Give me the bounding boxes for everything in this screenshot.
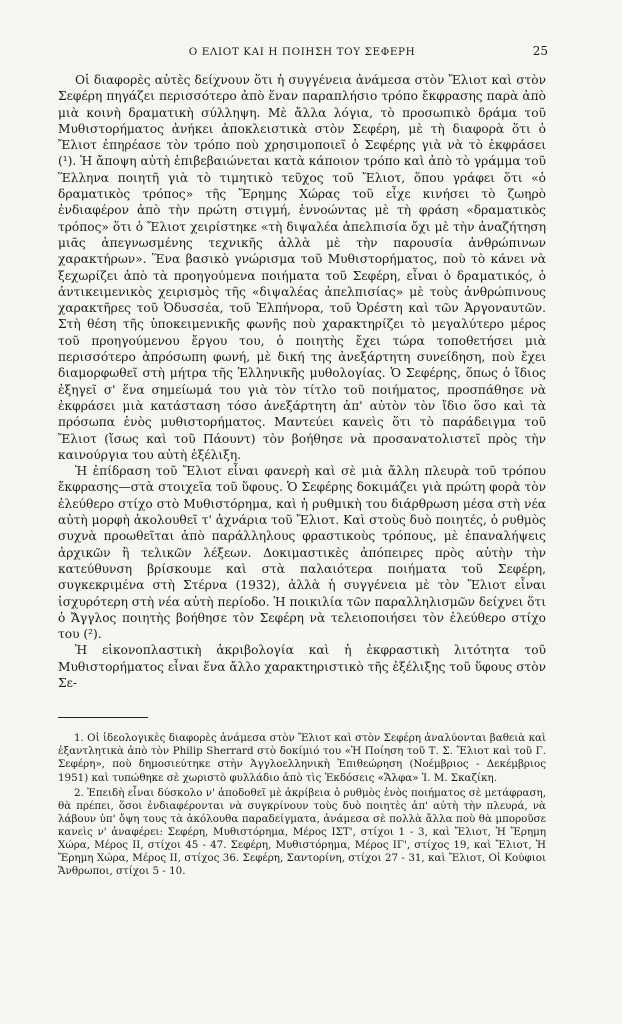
- page: [58, 40, 546, 880]
- body-text: [58, 72, 546, 691]
- running-head: Ο ΕΛΙΟΤ ΚΑΙ Η ΠΟΙΗΣΗ ΤΟΥ ΣΕΦΕΡΗ: [188, 46, 416, 58]
- footnote-divider: [58, 717, 148, 718]
- page-header: [58, 40, 546, 60]
- page-number: 25: [532, 44, 548, 58]
- paragraph: Ἡ εἰκονοπλαστικὴ ἀκριβολογία καὶ ἡ ἐκφραστικὴ λιτότητα τοῦ Μυθιστορήματος εἶναι ἕνα ἄλλο χαρακτηριστικὸ τῆς ἐξέλιξης τοῦ ὕφους στὸν Σε-: [58, 643, 546, 690]
- paragraph: Ἡ ἐπίδραση τοῦ Ἔλιοτ εἶναι φανερὴ καὶ σὲ μιὰ ἄλλη πλευρὰ τοῦ τρόπου ἔκφρασης—στὰ στοιχεῖα τοῦ ὕφους. Ὁ Σεφέρης δοκιμάζει γιὰ πρώτη φορὰ τὸν ἐλεύθερο στίχο στὸ Μυθιστόρημα, καὶ ἡ ρυθμικὴ του διάρθρωση μέσα στὴ νέα αὐτὴ μορφὴ ἀκολουθεῖ τ' ἀχνάρια τοῦ Ἔλιοτ. Καὶ στοὺς δυὸ ποιητές, ὁ ρυθμὸς συχνὰ προωθεῖται ἀπὸ παράλληλους φραστικοὺς τρόπους, μὲ ἐπαναλήψεις ἀρχικῶν ἢ τελικῶν λέξεων. Δοκιμαστικὲς ἀπόπειρες πρὸς αὐτὴν τὴν κατεύθυνση βρίσκουμε καὶ στὰ παλαιότερα ποιήματα τοῦ Σεφέρη, συγκεκριμένα στὴ Στέρνα (1932), ἀλλὰ ἡ συγγένεια μὲ τὸν Ἔλιοτ εἶναι ἰσχυρότερη στὴ νέα αὐτὴ περίοδο. Ἡ ποικιλία τῶν παραλληλισμῶν δείχνει ὅτι ὁ Ἄγγλος ποιητὴς βοήθησε τὸν Σεφέρη νὰ τελειοποιήσει τὸν ἐλεύθερο στίχο του (²).: [58, 464, 546, 642]
- footnotes: [58, 732, 546, 878]
- footnote: 1. Οἱ ἰδεολογικὲς διαφορὲς ἀνάμεσα στὸν Ἔλιοτ καὶ στὸν Σεφέρη ἀναλύονται βαθειὰ καὶ ἐξαντλητικὰ ἀπὸ τὸν Philip Sherrard στὸ δοκίμιό του «Ἡ Ποίηση τοῦ Τ. Σ. Ἔλιοτ καὶ τοῦ Γ. Σεφέρη», ποὺ δημοσιεύτηκε στὴν Ἀγγλοελληνικὴ Ἐπιθεώρηση (Νοέμβριος - Δεκέμβριος 1951) καὶ τυπώθηκε σὲ χωριστὸ φυλλάδιο ἀπὸ τὶς Ἐκδόσεις «Ἄλφα» Ἰ. Μ. Σκαζίκη.: [58, 732, 546, 784]
- footnote: 2. Ἐπειδὴ εἶναι δύσκολο ν' ἀποδοθεῖ μὲ ἀκρίβεια ὁ ρυθμὸς ἑνὸς ποιήματος σὲ μετάφραση, θὰ πρέπει, ὅσοι ἐνδιαφέρονται νὰ συγκρίνουν τοὺς δυὸ ποιητὲς ἀπ' αὐτὴ τὴν πλευρά, νὰ λάβουν ὑπ' ὄψη τους τὰ ἀκόλουθα παραδείγματα, ἀνάμεσα σὲ πολλὰ ἄλλα ποὺ θὰ μποροῦσε κανεὶς ν' ἀναφέρει: Σεφέρη, Μυθιστόρημα, Μέρος ΙΣΤ', στίχοι 1 - 3, καὶ Ἔλιοτ, Ἡ Ἔρημη Χώρα, Μέρος ΙΙ, στίχοι 45 - 47. Σεφέρη, Μυθιστόρημα, Μέρος ΙΓ', στίχος 19, καὶ Ἔλιοτ, Ἡ Ἔρημη Χώρα, Μέρος ΙΙ, στίχος 36. Σεφέρη, Σαντορίνη, στίχοι 27 - 31, καὶ Ἔλιοτ, Οἱ Κούφιοι Ἄνθρωποι, στίχοι 5 - 10.: [58, 786, 546, 878]
- paragraph: Οἱ διαφορὲς αὐτὲς δείχνουν ὅτι ἡ συγγένεια ἀνάμεσα στὸν Ἔλιοτ καὶ στὸν Σεφέρη πηγάζει περισσότερο ἀπὸ ἕναν παραπλήσιο τρόπο ἔκφρασης παρὰ ἀπὸ μιὰ κοινὴ δραματικὴ σύλληψη. Μὲ ἄλλα λόγια, τὸ προσωπικὸ δράμα τοῦ Μυθιστορήματος ἀνήκει ἀποκλειστικὰ στὸν Σεφέρη, μὲ τὴ διαφορὰ ὅτι ὁ Ἔλιοτ ἐπηρέασε τὸν τρόπο ποὺ χρησιμοποιεῖ ὁ Σεφέρης γιὰ νὰ τὸ ἐκφράσει (¹). Ἡ ἄποψη αὐτὴ ἐπιβεβαιώνεται κατὰ κάποιον τρόπο καὶ ἀπὸ τὸ γράμμα τοῦ Ἕλληνα ποιητῆ γιὰ τὸ τιμητικὸ τεῦχος τοῦ Ἔλιοτ, ὅπου γράφει ὅτι «ὁ δραματικὸς τρόπος» τῆς Ἔρημης Χώρας τοῦ εἶχε κινήσει τὸ ζωηρὸ ἐνδιαφέρον ἀπὸ τὴν πρώτη στιγμή, ἐννοώντας μὲ τὴ φράση «δραματικὸς τρόπος» ὅτι ὁ Ἔλιοτ χειρίστηκε «τὴ διψαλέα ἀπελπισία ὄχι μὲ τὴν ἀναζήτηση μιᾶς ἀπεγνωσμένης τεχνικῆς ἀλλὰ μὲ τὴν παρουσία ἀνθρώπινων χαρακτήρων». Ἕνα βασικὸ γνώρισμα τοῦ Μυθιστορήματος, ποὺ τὸ κάνει νὰ ξεχωρίζει ἀπὸ τὰ προηγούμενα ποιήματα τοῦ Σεφέρη, εἶναι ὁ δραματικός, ὁ ἀντικειμενικὸς χειρισμὸς τῆς «διψαλέας ἀπελπισίας» μὲ τοὺς ἀνθρώπινους χαρακτῆρες τοῦ Ὀδυσσέα, τοῦ Ἐλπήνορα, τοῦ Ὀρέστη καὶ τῶν Ἀργοναυτῶν. Στὴ θέση τῆς ὑποκειμενικῆς φωνῆς ποὺ χαρακτηρίζει τὸ μεγαλύτερο μέρος τοῦ προηγούμενου ἔργου του, ὁ ποιητὴς ἔχει τώρα τοποθετήσει μιὰ περισσότερο ἀπρόσωπη φωνή, μὲ δική της ἀνεξάρτητη συνείδηση, ποὺ ἔχει διαμορφωθεῖ στὴ μήτρα τῆς Ἑλληνικῆς μυθολογίας. Ὁ Σεφέρης, ὅπως ὁ ἴδιος ἐξηγεῖ σ' ἕνα σημείωμά του γιὰ τὸν τίτλο τοῦ ποιήματος, προσπάθησε νὰ ἐκφράσει μιὰ κατάσταση τόσο ἀνεξάρτητη ἀπ' αὐτὸν τὸν ἴδιο ὅσο καὶ τὰ πρόσωπα ἑνὸς μυθιστορήματος. Μαντεύει κανεὶς ὅτι τὸ παράδειγμα τοῦ Ἔλιοτ (ἴσως καὶ τοῦ Πάουντ) τὸν βοήθησε νὰ προσανατολιστεῖ πρὸς τὴν καινούργια του αὐτὴ ἐξέλιξη.: [58, 73, 546, 462]
